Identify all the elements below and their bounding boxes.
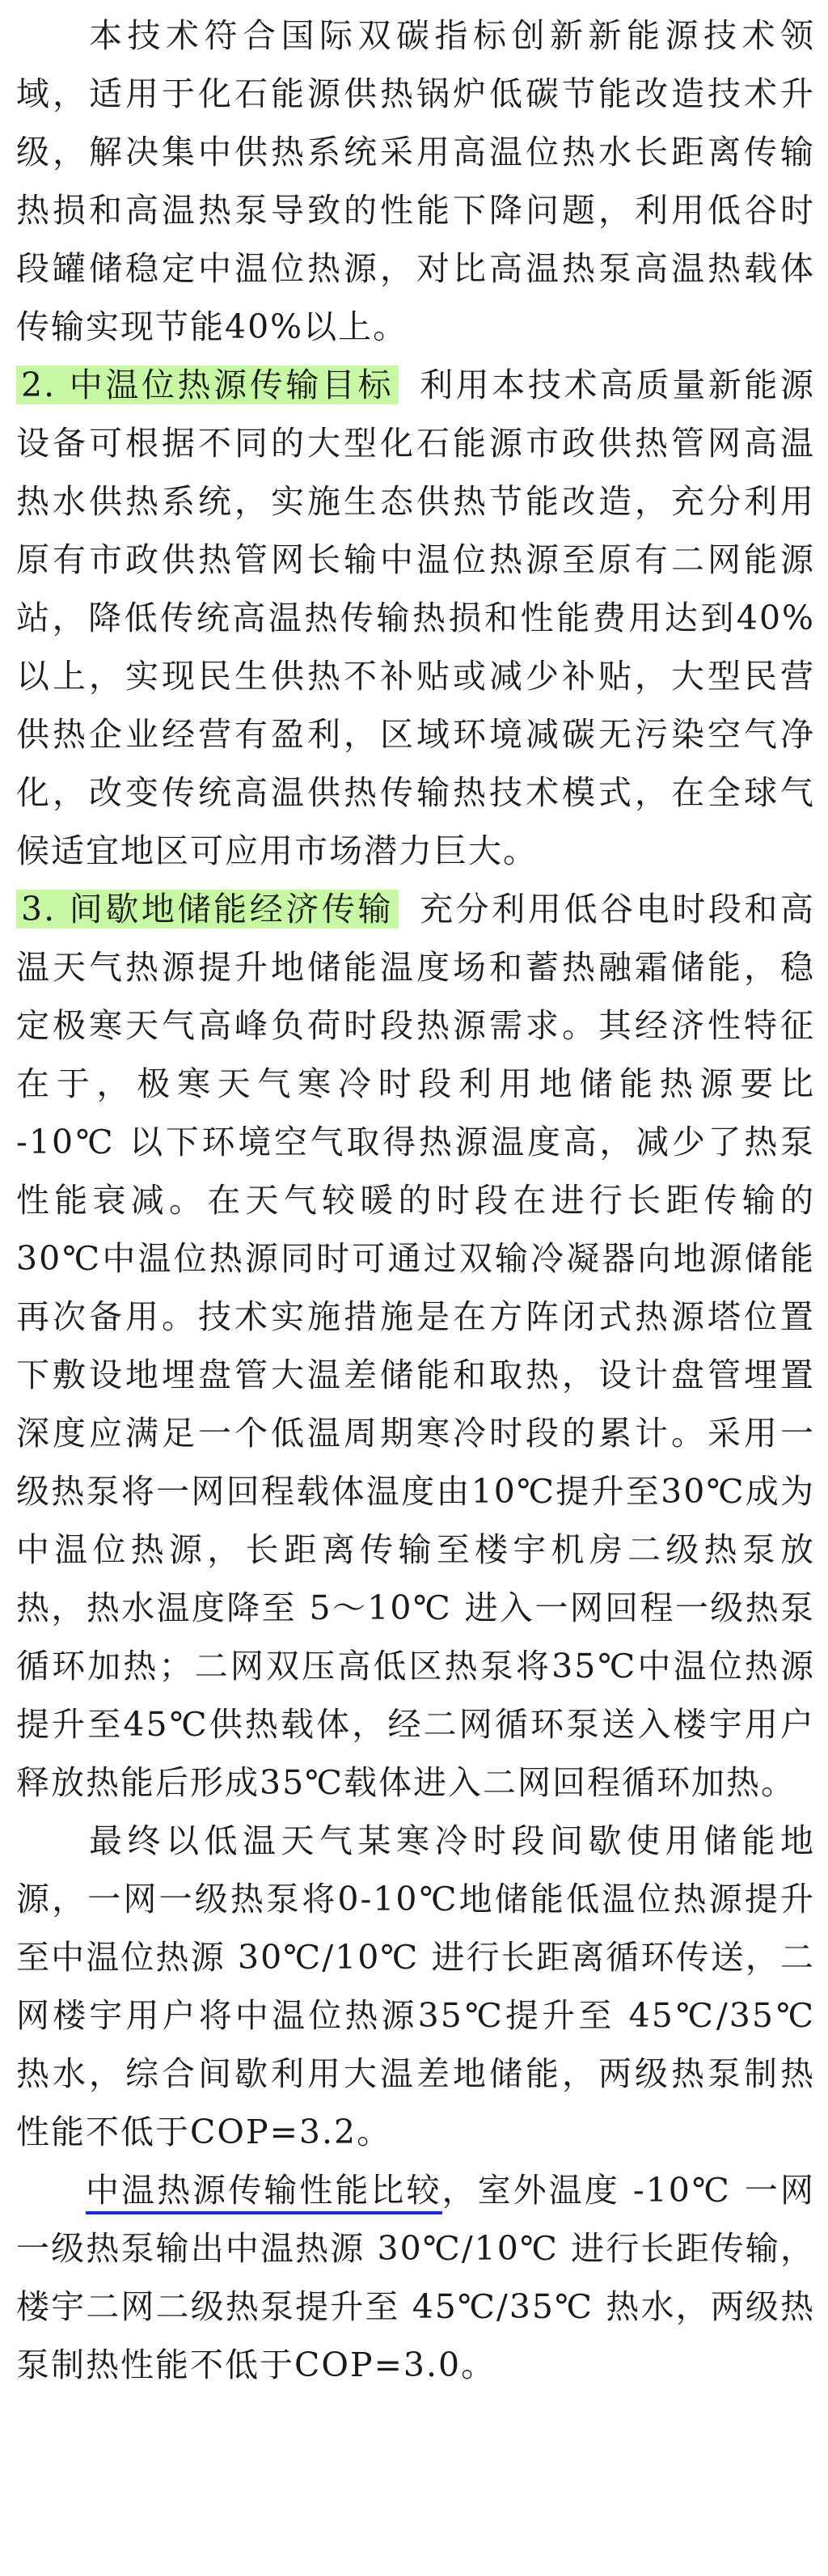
section2-text: 利用本技术高质量新能源设备可根据不同的大型化石能源市政供热管网高温热水供热系统，实施生态供热节能改造，充分利用原有市政供热管网长输中温位热源至原有二网能源站，降低传统高温热传输热损和性能费用达到40%以上，实现民生供热不补贴或减少补贴，大型民营供热企业经营有盈利，区域环境减碳无污染空气净化，改变传统高温供热传输热技术模式，在全球气候适宜地区可应用市场潜力巨大。	[16, 366, 815, 870]
final-text: 最终以低温天气某寒冷时段间歇使用储能地源，一网一级热泵将0-10℃地储能低温位热源提升至中温位热源 30℃/10℃ 进行长距离循环传送，二网楼宇用户将中温位热源35℃提升至 45℃/35℃ 热水，综合间歇利用大温差地储能，两级热泵制热性能不低于COP=3.2。	[16, 1821, 815, 2151]
section3-paragraph	[16, 880, 815, 1812]
section3-heading: 3. 间歇地储能经济传输	[16, 890, 399, 928]
intro-text: 本技术符合国际双碳指标创新新能源技术领域，适用于化石能源供热锅炉低碳节能改造技术升级，解决集中供热系统采用高温位热水长距离传输热损和高温热泵导致的性能下降问题，利用低谷时段罐储稳定中温位热源，对比高温热泵高温热载体传输实现节能40%以上。	[16, 16, 815, 346]
comparison-heading: 中温热源传输性能比较	[86, 2171, 442, 2214]
final-paragraph	[16, 1812, 815, 2161]
comparison-paragraph	[16, 2161, 815, 2394]
comparison-text: ，室外温度 -10℃ 一网一级热泵输出中温热源 30℃/10℃ 进行长距传输，楼宇二网二级热泵提升至 45℃/35℃ 热水，两级热泵制热性能不低于COP=3.0。	[16, 2171, 815, 2384]
section2-heading: 2. 中温位热源传输目标	[16, 366, 399, 404]
section2-paragraph	[16, 356, 815, 880]
section3-text: 充分利用低谷电时段和高温天气热源提升地储能温度场和蓄热融霜储能，稳定极寒天气高峰负荷时段热源需求。其经济性特征在于，极寒天气寒冷时段利用地储能热源要比 -10℃ 以下环境空气取得热源温度高，减少了热泵性能衰减。在天气较暖的时段在进行长距传输的30℃中温位热源同时可通过双输冷凝器向地源储能再次备用。技术实施措施是在方阵闭式热源塔位置下敷设地埋盘管大温差储能和取热，设计盘管埋置深度应满足一个低温周期寒冷时段的累计。采用一级热泵将一网回程载体温度由10℃提升至30℃成为中温位热源，长距离传输至楼宇机房二级热泵放热，热水温度降至 5～10℃ 进入一网回程一级热泵循环加热；二网双压高低区热泵将35℃中温位热源提升至45℃供热载体，经二网循环泵送入楼宇用户释放热能后形成35℃载体进入二网回程循环加热。	[16, 890, 815, 1802]
intro-paragraph	[16, 6, 815, 356]
